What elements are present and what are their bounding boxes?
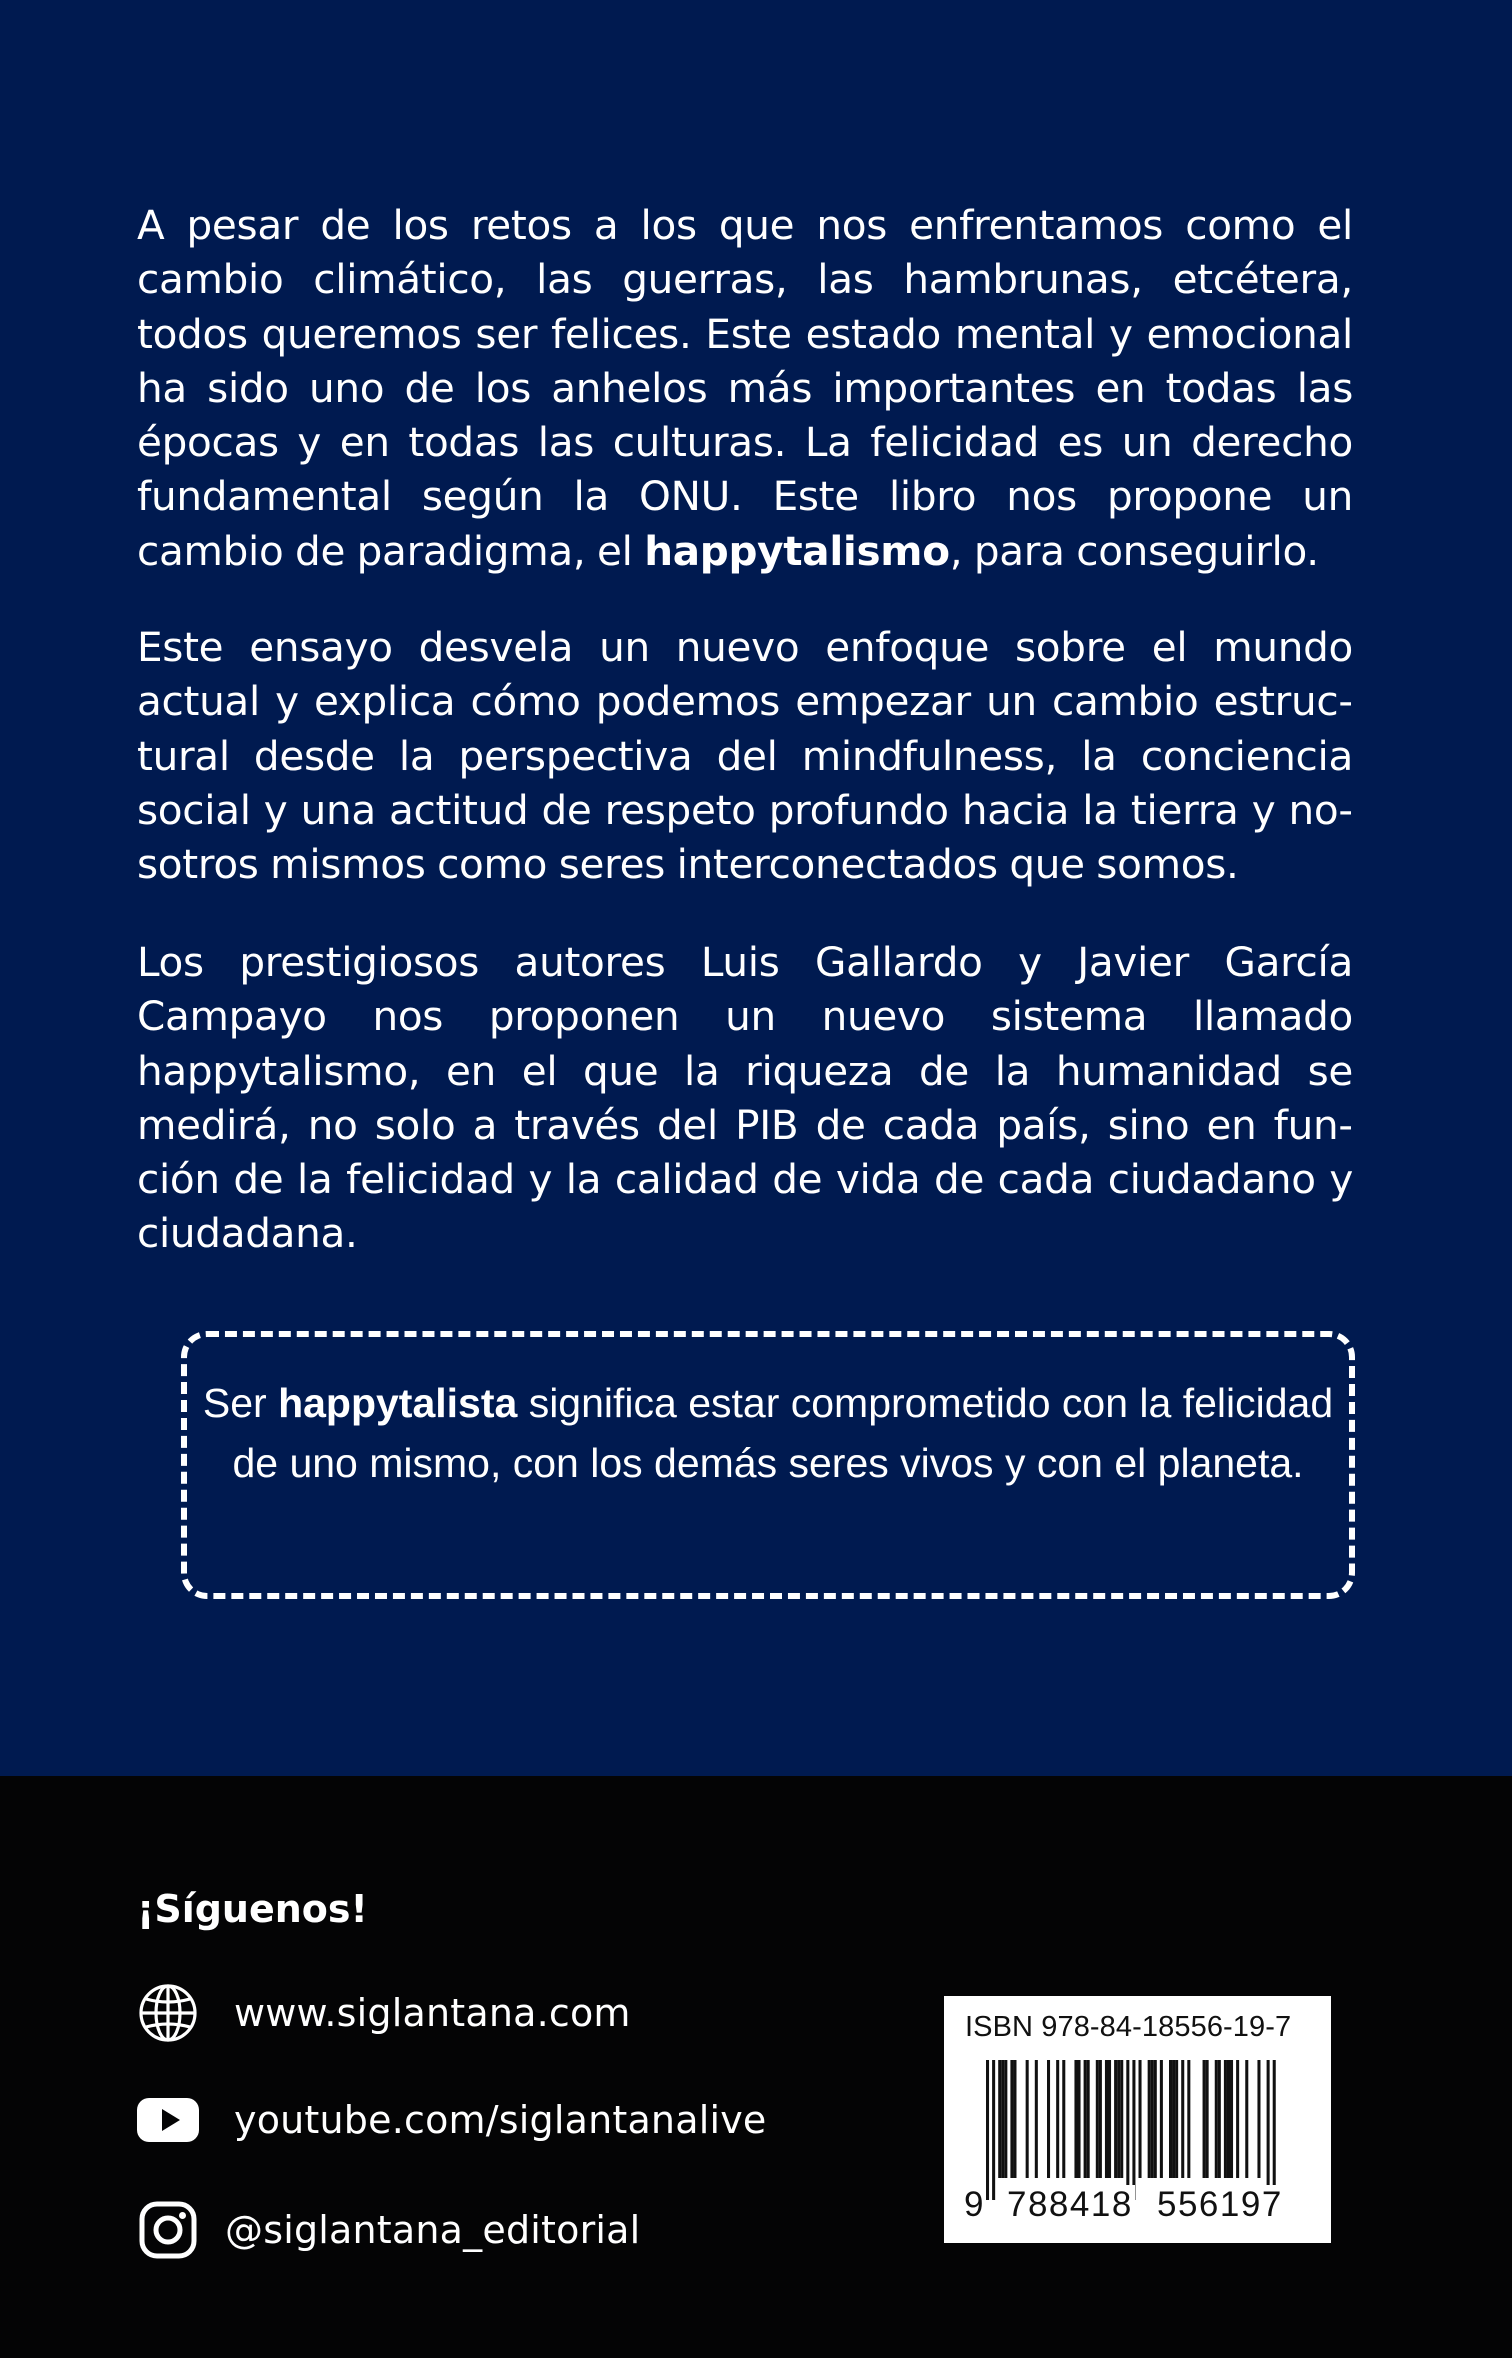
isbn-barcode	[944, 1996, 1331, 2243]
paragraph-1-bold-term: happytalismo	[644, 526, 950, 575]
isbn-label: ISBN 978-84-18556-19-7	[965, 2011, 1292, 2043]
paragraph-1-text-end: , para conseguirlo.	[949, 526, 1319, 575]
barcode-bar	[1087, 2060, 1090, 2178]
barcode-bar	[1257, 2060, 1260, 2178]
barcode-bar	[986, 2060, 989, 2200]
barcode-bar	[1105, 2060, 1108, 2178]
youtube-icon	[137, 2089, 199, 2151]
barcode-bar	[1172, 2060, 1175, 2178]
barcode-bar	[1108, 2060, 1111, 2178]
follow-us-title: ¡Síguenos!	[137, 1887, 368, 1931]
description-paragraph-1	[137, 198, 1353, 578]
barcode-bar	[1267, 2060, 1270, 2200]
quote-text	[181, 1373, 1355, 1493]
barcode-digit-group-2: 556197	[1157, 2185, 1283, 2224]
barcode-bar	[1206, 2060, 1209, 2178]
barcode-bar	[1160, 2060, 1163, 2178]
barcode-bar	[1273, 2060, 1276, 2200]
barcode-bar	[1148, 2060, 1151, 2178]
barcode-bar	[1078, 2060, 1081, 2178]
barcode-bar	[1218, 2060, 1221, 2178]
barcode-bar	[1245, 2060, 1248, 2178]
barcode-bar	[1074, 2060, 1077, 2178]
barcode-bar	[998, 2060, 1001, 2178]
barcode-bar	[1047, 2060, 1050, 2178]
barcode-bar	[1126, 2060, 1129, 2200]
barcode-bar	[1151, 2060, 1154, 2178]
barcode-bar	[1056, 2060, 1059, 2178]
barcode-bar	[1084, 2060, 1087, 2178]
instagram-link[interactable]	[137, 2199, 640, 2261]
youtube-link[interactable]	[137, 2089, 767, 2151]
quote-text-end: significa estar comprometido con la felicidad de uno mismo, con los demás seres vivos y con el planeta.	[232, 1380, 1334, 1486]
instagram-icon	[137, 2199, 199, 2261]
globe-icon	[137, 1982, 199, 2044]
barcode-bar	[1230, 2060, 1233, 2178]
barcode-bar	[1001, 2060, 1004, 2178]
barcode-bar	[1203, 2060, 1206, 2178]
website-url: www.siglantana.com	[234, 1991, 631, 2035]
barcode-bar	[1169, 2060, 1172, 2178]
barcode-bar	[1120, 2060, 1123, 2178]
description-paragraph-2: Este ensayo desvela un nuevo enfoque sobre el mundo actual y explica cómo podemos empezar un cambio estructural desde la perspectiva del mindfulness, la conciencia social y una actitud de respeto profundo hacia la tierra y nosotros mismos como seres interconectados que somos.	[137, 623, 1353, 889]
barcode-bar	[1215, 2060, 1218, 2178]
barcode-bar	[1062, 2060, 1065, 2178]
quote-bold-term: happytalista	[278, 1380, 518, 1426]
barcode-bar	[1224, 2060, 1227, 2178]
quote-text-start: Ser	[202, 1380, 279, 1426]
barcode-bar	[1154, 2060, 1157, 2178]
barcode-bar	[1004, 2060, 1007, 2178]
barcode-digit-group-1: 788418	[1007, 2185, 1133, 2224]
barcode-bar	[992, 2060, 995, 2200]
barcode-bar	[1236, 2060, 1239, 2178]
barcode-bar	[1139, 2060, 1142, 2178]
barcode-bar	[1013, 2060, 1016, 2178]
barcode-bar	[1010, 2060, 1013, 2178]
barcode-bar	[1227, 2060, 1230, 2178]
barcode-bar	[1096, 2060, 1099, 2178]
barcode-bar	[1181, 2060, 1184, 2178]
barcode-bar	[1114, 2060, 1117, 2178]
youtube-url: youtube.com/siglantanalive	[234, 2098, 767, 2142]
barcode-bar	[1132, 2060, 1135, 2200]
barcode-bar	[1026, 2060, 1029, 2178]
barcode-bar	[1099, 2060, 1102, 2178]
barcode-bar	[1117, 2060, 1120, 2178]
barcode-first-digit: 9	[964, 2185, 984, 2224]
instagram-handle: @siglantana_editorial	[225, 2208, 641, 2252]
barcode-bar	[1187, 2060, 1190, 2178]
paragraph-1-text: A pesar de los retos a los que nos enfrentamos como el cambio climático, las guerras, las hambrunas, etcétera, todos queremos ser felices. Este estado mental y emocional ha sido uno de los anhelos más importantes en todas las épocas y en todas las culturas. La felicidad es un derecho fundamental según la ONU. Este libro nos propone un cambio de paradigma, el	[137, 201, 1353, 575]
barcode-bar	[1035, 2060, 1038, 2178]
barcode-bar	[1175, 2060, 1178, 2178]
description-paragraph-3: Los prestigiosos autores Luis Gallardo y Javier García Campayo nos proponen un nuevo sistema llamado happytalismo, en el que la riqueza de la humanidad se medirá, no solo a través del PIB de cada país, sino en función de la felicidad y la calidad de vida de cada ciudadano y ciudadana.	[137, 938, 1353, 1258]
website-link[interactable]	[137, 1982, 631, 2044]
